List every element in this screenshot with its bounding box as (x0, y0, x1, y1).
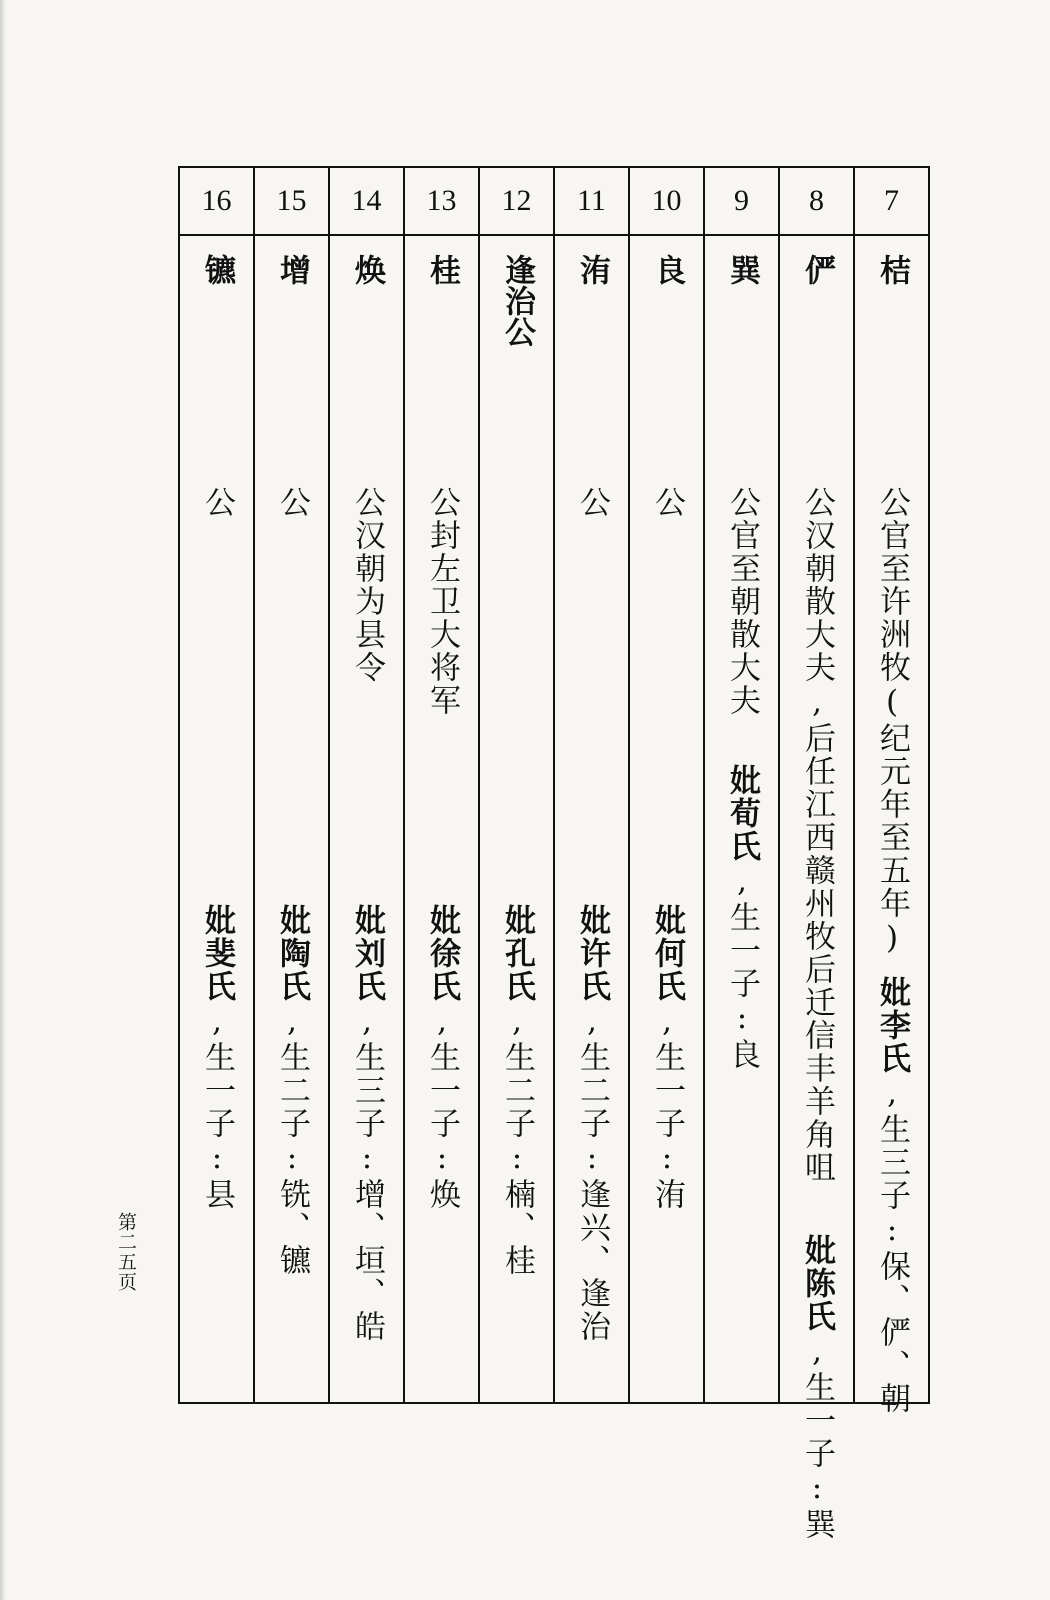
generation-column-8 (778, 168, 853, 1541)
generation-number: 7 (855, 168, 928, 236)
generation-number: 10 (630, 168, 703, 236)
ancestor-name: 巽 (724, 254, 760, 287)
ancestor-bio: 公官至许洲牧(纪元年至五年) (874, 486, 910, 958)
ancestor-bio: 公 (574, 486, 610, 519)
spouse-entry (199, 904, 235, 1211)
ancestor-name: 洧 (574, 254, 610, 287)
generation-column-9 (703, 168, 778, 1402)
generation-column-13 (403, 168, 478, 1402)
children-entry: ,生二子:铣、镳 (274, 1003, 310, 1277)
page-number: 第二五页 (115, 1212, 137, 1292)
generation-column-11 (553, 168, 628, 1402)
generation-number: 8 (780, 168, 853, 236)
children-entry: ,生一子:巽 (799, 1333, 835, 1541)
genealogy-table (178, 166, 930, 1541)
generation-number: 14 (330, 168, 403, 236)
spouse-name: 妣李氏 (874, 976, 910, 1075)
generation-column-7 (853, 168, 928, 1415)
spouse-entry (874, 976, 910, 1415)
ancestor-name: 良 (649, 254, 685, 287)
generation-number: 13 (405, 168, 478, 236)
ancestor-bio: 公官至朝散大夫 (724, 486, 760, 717)
spouse-entry (724, 764, 760, 1071)
generation-number: 12 (480, 168, 553, 236)
scan-edge-shadow (0, 0, 6, 1600)
children-entry: ,生三子:保、俨、朝 (874, 1075, 910, 1415)
spouse-entry (349, 904, 385, 1343)
spouse-name: 妣许氏 (574, 904, 610, 1003)
generation-column-10 (628, 168, 703, 1402)
generation-column-15 (253, 168, 328, 1402)
generation-column-14 (328, 168, 403, 1402)
children-entry: ,生一子:县 (199, 1003, 235, 1211)
spouse-name: 妣孔氏 (499, 904, 535, 1003)
spouse-name: 妣何氏 (649, 904, 685, 1003)
ancestor-name: 焕 (349, 254, 385, 287)
spouse-entry (799, 1234, 835, 1541)
spouse-entry (574, 904, 610, 1343)
ancestor-bio: 公封左卫大将军 (424, 486, 460, 717)
children-entry: ,生一子:焕 (424, 1003, 460, 1211)
generation-column-12 (478, 168, 553, 1402)
generation-number: 9 (705, 168, 778, 236)
ancestor-name: 俨 (799, 254, 835, 287)
ancestor-name: 增 (274, 254, 310, 287)
ancestor-bio: 公 (199, 486, 235, 519)
ancestor-name: 桂 (424, 254, 460, 287)
children-entry: ,生一子:良 (724, 863, 760, 1071)
ancestor-bio: 公汉朝为县令 (349, 486, 385, 684)
ancestor-name: 逢治公 (499, 254, 535, 347)
children-entry: ,生一子:洧 (649, 1003, 685, 1211)
spouse-entry (649, 904, 685, 1211)
spouse-entry (274, 904, 310, 1277)
spouse-name: 妣斐氏 (199, 904, 235, 1003)
children-entry: ,生三子:增、垣、皓 (349, 1003, 385, 1343)
generation-number: 11 (555, 168, 628, 236)
spouse-entry (499, 904, 535, 1277)
spouse-name: 妣徐氏 (424, 904, 460, 1003)
generation-column-16 (180, 168, 253, 1402)
ancestor-bio: 公 (274, 486, 310, 519)
spouse-entry (424, 904, 460, 1211)
ancestor-name: 镳 (199, 254, 235, 287)
children-entry: ,生二子:逢兴、逢治 (574, 1003, 610, 1343)
spouse-name: 妣荀氏 (724, 764, 760, 863)
spouse-name: 妣陈氏 (799, 1234, 835, 1333)
ancestor-bio: 公 (649, 486, 685, 519)
children-entry: ,生二子:楠、桂 (499, 1003, 535, 1277)
spouse-name: 妣刘氏 (349, 904, 385, 1003)
ancestor-bio: 公汉朝散大夫,后任江西赣州牧后迁信丰羊角咀 (799, 486, 835, 1184)
ancestor-name: 桔 (874, 254, 910, 287)
generation-number: 16 (180, 168, 253, 236)
spouse-name: 妣陶氏 (274, 904, 310, 1003)
generation-number: 15 (255, 168, 328, 236)
